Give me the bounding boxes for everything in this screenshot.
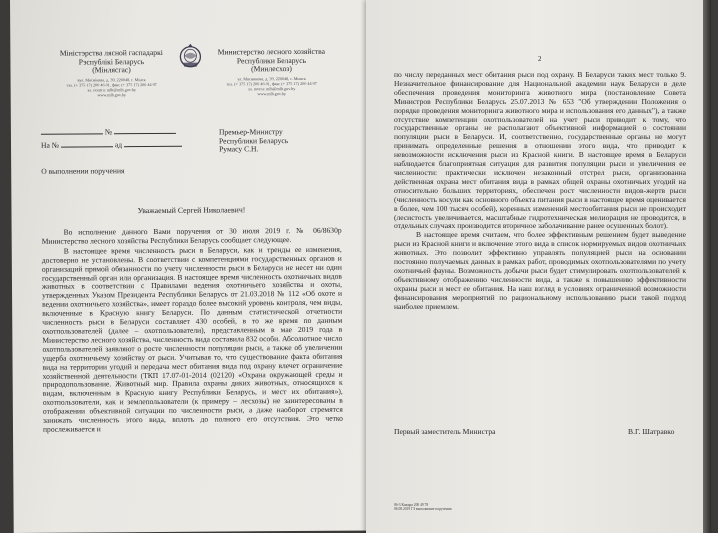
- left-body: [42, 227, 343, 435]
- header-ru-ministry: [206, 48, 336, 75]
- body-paragraph: В настоящее время численность рыси в Беларуси, как и тренды ее изменения, достоверно не установлены. В соответствии с компетенциями государственных органов и организаций прямой обязанности по учету численности рыси в Беларуси не несет ни один государственный орган или организация. В настоящее время численность охотничьих видов животных в соответствии с Правилами ведения охотничьего хозяйства и охоты, утвержденных Указом Президента Республики Беларусь от 21.03.2018 № 112 «Об охоте и ведении охотничьего хозяйства», имеет гораздо более высокий уровень контроля, чем виды, включенные в Красную книгу Беларуси. По данным статистической отчетности численность рыси в Беларуси составляет 430 особей, в то же время по данным охотпользователей (далее – охотпользователи), представленным в мае 2019 года в Министерство лесного хозяйства, численность вида составила 832 особи. Абсолютное число охотпользователей заявляют о росте численности популяции рыси, а также об увеличении ущерба охотничьему хозяйству от рыси. Учитывая то, что существование факта обитания вида на территории угодий и передача мест обитания вида под охрану влечет ограничение хозяйственной деятельности (ТКП 17.07-01-2014 (02120) «Охрана окружающей среды и природопользование. Животный мир. Правила охраны диких животных, относящихся к видам, включенным в Красную книгу Республики Беларусь, и мест их обитания»), охотпользователи, как и землепользователи (к примеру – лесхозы) не заинтересованы в отображении объективной ситуации по численности рыси, а даже наоборот стремятся занижать численность этого вида, вплоть до полного его отсутствия. Это четко прослеживается и: [41, 244, 343, 434]
- letter-page-2: [366, 0, 711, 533]
- contact-line: вул. Мяснікова, д. 39, 220048, г. Мінск: [77, 77, 146, 83]
- header-by-line: Рэспублікі Беларусь: [78, 56, 145, 67]
- body-paragraph: Во исполнение данного Вами поручения от 30 июля 2019 г. № 06/8630р Министерство лесного хозяйства Республики Беларусь сообщает следующее.: [41, 225, 342, 246]
- letter-page-1: [10, 0, 372, 533]
- header-by-contacts: [45, 78, 179, 99]
- body-paragraph: по числу переданных мест обитания рыси под охрану. В Беларуси таких мест только 9. Незначительное финансирование для Национальной академии наук Беларуси в деле обеспечения проведения мониторинга животного мира (постановление Совета Министров Республики Беларусь 25.07.2013 № 653 "Об утверждении Положения о порядке проведения мониторинга животного мира и использования его данных"), а также отсутствие компетенции охотпользователей на учет рыси приводит к тому, что государственные органы не располагают объективной информацией о состоянии популяции рыси в Беларуси. И, соответственно, государственные органы не могут принимать определенные решения в отношении этого вида, что приводит к невозможности исключения рыси из Красной книги. В настоящее время в Беларуси наблюдается благоприятная ситуация для развития популяции рыси и увеличения ее численности: практически исключен незаконный отстрел рыси, организованна действенная охрана мест обитания вида в рамках общей охраны охотничьих угодий на относительно больших территориях, обеспечен рост численности видов-жертв рыси (численность косули как основного объекта питания рыси в настоящее время оценивается в более, чем 100 тысяч особей), коренных изменений местообитания рыси не происходит (лесистость увеличивается, масштабные гидротехническая мелиорация не проводится, в отдельных случаях производится вторичное заболачивание ранее осушенных болот).: [394, 70, 686, 231]
- header-ru-line: (Минлесхоз): [251, 64, 292, 74]
- body-paragraph: В настоящее время считаем, что более эффективным решением будет выведение рыси из Красной книги и включение этого вида в список нормируемых видов охотничьих животных. Это позволит эффективно управлять популяцией рыси на основании постоянно получаемых данных в рамках работ, проводимых охотпользователями по учету охотничьей фауны. Возможность добычи рыси будет стимулировать охотпользователей к объективному отображению численности вида, а также к повышению эффективности охраны рыси и мест ее обитания. На наш взгляд в условиях ограниченной возможности финансирования мероприятий по рациональному использованию рыси такой подход наиболее приемлем.: [394, 230, 686, 311]
- outgoing-number-line: [41, 128, 176, 137]
- header-ru-line: Республики Беларусь: [236, 55, 307, 66]
- contact-line: www.mlh.gov.by: [257, 90, 287, 96]
- stamp-line: 06.08.2019 ГЗ выполнение поручения: [394, 507, 452, 512]
- right-body: [394, 71, 686, 311]
- number-label: №: [104, 127, 113, 137]
- header-ru-line: Министерство лесного хозяйства: [217, 46, 326, 57]
- header-by-line: (Мінлясгас): [92, 65, 131, 75]
- contact-line: тел. (+ 375 17) 200 46 01, факс (+ 375 17) 200 44 97: [226, 80, 317, 87]
- contact-line: эл. пошта: mlh@mlh.gov.by: [87, 86, 136, 93]
- contact-line: www.mlh.gov.by: [97, 91, 127, 98]
- page-edge-shadow: [703, 0, 711, 533]
- incoming-number-line: [41, 141, 182, 150]
- addressee-line: Республики Беларусь: [218, 135, 289, 146]
- addressee-line: Румасу С.Н.: [219, 144, 259, 154]
- stamp-line: 06-3 Кожара 200 49 78: [394, 503, 429, 507]
- signature-name: В.Г. Шатравко: [628, 427, 675, 436]
- page-number: 2: [538, 55, 542, 63]
- contact-line: тэл. (+ 375 17) 200 46 01, факс (+ 375 17) 200 44 97: [66, 81, 157, 88]
- na-number-label: На №: [40, 140, 60, 150]
- subject-line: О выполнении поручения: [41, 166, 125, 176]
- state-emblem-icon: [177, 42, 203, 70]
- header-by-line: Міністэрства лясной гаспадаркі: [59, 47, 163, 58]
- signature-position: Первый заместитель Министра: [394, 427, 496, 436]
- executor-stamp: [394, 503, 452, 511]
- header-by-ministry: [52, 49, 170, 76]
- greeting: Уважаемый Сергей Николаевич!: [137, 205, 246, 216]
- contact-line: эл. почта: mlh@mlh.gov.by: [247, 85, 296, 92]
- ad-label: ад: [114, 140, 123, 150]
- addressee-line: Премьер-Министру: [218, 127, 283, 137]
- contact-line: ул. Мясникова, д. 39, 220048, г. Минск: [237, 75, 306, 82]
- header-ru-contacts: [205, 77, 339, 98]
- addressee-block: [219, 128, 288, 154]
